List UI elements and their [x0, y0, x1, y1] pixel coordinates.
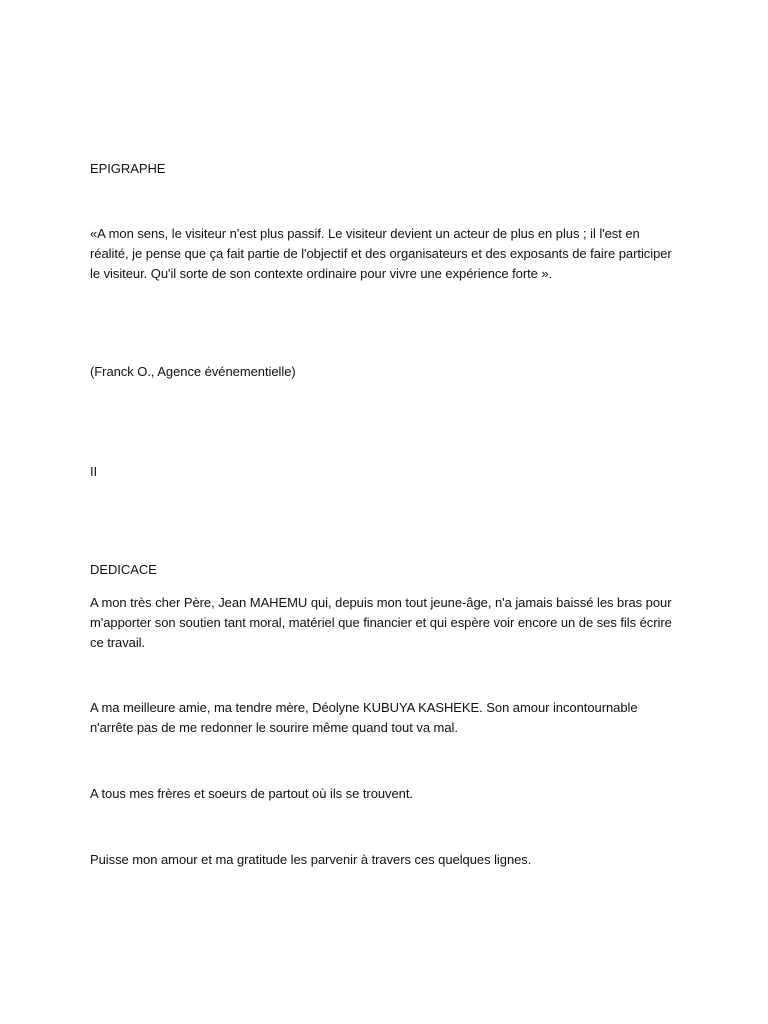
dedication-paragraph-father: A mon très cher Père, Jean MAHEMU qui, depuis mon tout jeune-âge, n'a jamais baissé les bras pour m'apporter son soutien tant moral, matériel que financier et qui espère voir encore un de ses fils écrire ce travail.	[90, 595, 672, 650]
page-number: II	[90, 464, 98, 479]
epigraph-heading: EPIGRAPHE	[90, 161, 166, 176]
dedication-paragraph-siblings: A tous mes frères et soeurs de partout où ils se trouvent.	[90, 786, 413, 801]
epigraph-quote: «A mon sens, le visiteur n'est plus passif. Le visiteur devient un acteur de plus en plus ; il l'est en réalité, je pense que ça fait partie de l'objectif et des organisateurs et des exposants de faire participer le visiteur. Qu'il sorte de son contexte ordinaire pour vivre une expérience forte ».	[90, 226, 672, 281]
dedication-heading: DEDICACE	[90, 562, 157, 577]
dedication-paragraph-closing: Puisse mon amour et ma gratitude les parvenir à travers ces quelques lignes.	[90, 852, 532, 867]
dedication-paragraph-mother: A ma meilleure amie, ma tendre mère, Déolyne KUBUYA KASHEKE. Son amour incontournable n'arrête pas de me redonner le sourire même quand tout va mal.	[90, 700, 638, 735]
epigraph-attribution: (Franck O., Agence événementielle)	[90, 364, 296, 379]
